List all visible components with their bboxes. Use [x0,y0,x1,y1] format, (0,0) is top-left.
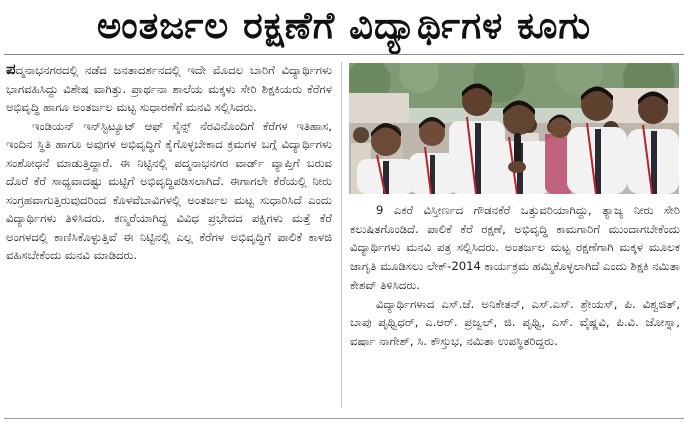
right-column [350,201,680,411]
news-photo [349,63,679,194]
left-paragraph-1-text: ದ್ಮನಾಭನಗರದಲ್ಲಿ ನಡೆದ ಜನತಾದರ್ಶನದಲ್ಲಿ ಇದೇ ಮೊದಲ ಬಾರಿಗೆ ವಿದ್ಯಾರ್ಥಿಗಳು ಭಾಗವಹಿಸಿದ್ದು ವಿಶೇಷ ವಾಗಿತ್ತು. ಪ್ರಾರ್ಥನಾ ಶಾಲೆಯ ಮಕ್ಕಳು ಸೇರಿ ಶಿಕ್ಷಕಿಯರು ಕೆರೆಗಳ ಅಭಿವೃದ್ಧಿ ಹಾಗೂ ಅಂತರ್ಜಲ ಮಟ್ಟ ಸುಧಾರಣೆಗೆ ಮನವಿ ಸಲ್ಲಿಸಿದರು. [6,63,332,115]
headline-rule [4,54,684,55]
headline: ಅಂತರ್ಜಲ ರಕ್ಷಣೆಗೆ ವಿದ್ಯಾರ್ಥಿಗಳ ಕೂಗು [96,4,592,47]
column-divider [341,62,342,408]
right-paragraph-1: 9 ಎಕರೆ ವಿಸ್ತೀರ್ಣದ ಗೌಡನಕೆರೆ ಒತ್ತುವರಿಯಾಗಿದ್ದು, ತ್ಯಾಜ್ಯ ನೀರು ಸೇರಿ ಕಲುಷಿತಗೊಂಡಿದೆ. ಪಾಲಿಕೆ ಕೆರೆ ರಕ್ಷಣೆ, ಅಭಿವೃದ್ಧಿ ಕಾಮಗಾರಿಗೆ ಮುಂದಾಗಬೇಕೆಂದು ವಿದ್ಯಾರ್ಥಿಗಳು ಮನವಿ ಪತ್ರ ಸಲ್ಲಿಸಿದರು. ಅಂತರ್ಜಲ ಮಟ್ಟ ರಕ್ಷಣೆಗಾಗಿ ಮಕ್ಕಳ ಮೂಲಕ ಜಾಗೃತಿ ಮೂಡಿಸಲು ಲೇಕ್-2014 ಕಾರ್ಯಕ್ರಮ ಹಮ್ಮಿಕೊಳ್ಳಲಾಗಿದೆ ಎಂದು ಶಿಕ್ಷಕಿ ನಮಿತಾ ಕೇಶವ್ ತಿಳಿಸಿದರು. [350,203,680,292]
left-paragraph-2: ಇಂಡಿಯನ್ ಇನ್‌ಸ್ಟಿಟ್ಯೂಟ್ ಆಫ್ ಸೈನ್ಸ್ ನೆರವಿನೊಂದಿಗೆ ಕೆರೆಗಳ ಇತಿಹಾಸ, ಇಂದಿನ ಸ್ಥಿತಿ ಹಾಗೂ ಅವುಗಳ ಅಭಿವೃದ್ಧಿಗೆ ಕೈಗೊಳ್ಳಬೇಕಾದ ಕ್ರಮಗಳ ಬಗ್ಗೆ ವಿದ್ಯಾರ್ಥಿಗಳು ಸಂಶೋಧನೆ ಮಾಡುತ್ತಿದ್ದಾರೆ. ಈ ನಿಟ್ಟಿನಲ್ಲಿ ಪದ್ಮನಾಭನಗರ ವಾರ್ಡ್ ವ್ಯಾಪ್ತಿಗೆ ಬರುವ ದೊರೆ ಕೆರೆ ಸಾಧ್ಯವಾದಷ್ಟು ಮಟ್ಟಿಗೆ ಅಭಿವೃದ್ಧಿಪಡಿಸಲಾಗಿದೆ. ಈಗಾಗಲೇ ಕೆರೆಯಲ್ಲಿ ನೀರು ಸಂಗ್ರಹವಾಗುತ್ತಿರುವುದರಿಂದ ಕೊಳವೆಬಾವಿಗಳಲ್ಲಿ ಅಂತರ್ಜಲ ಮಟ್ಟ ಸುಧಾರಿಸಿದೆ ಎಂದು ವಿದ್ಯಾರ್ಥಿಗಳು ತಿಳಿಸಿದರು. ಕಣ್ಮರೆಯಾಗಿದ್ದ ವಿವಿಧ ಪ್ರಭೇದದ ಪಕ್ಷಿಗಳು ಮತ್ತೆ ಕೆರೆ ಅಂಗಳದಲ್ಲಿ ಕಾಣಿಸಿಕೊಳ್ಳುತ್ತಿವೆ ಈ ನಿಟ್ಟಿನಲ್ಲಿ ಎಲ್ಲ ಕೆರೆಗಳ ಅಭಿವೃದ್ಧಿಗೆ ಪಾಲಿಕೆ ಕಾಳಜಿ ವಹಿಸಬೇಕೆಂದು ಮನವಿ ಮಾಡಿದರು. [6,118,332,263]
left-column [6,60,332,412]
right-paragraph-2: ವಿದ್ಯಾರ್ಥಿಗಳಾದ ಎಸ್.ಜೆ. ಅನಿಕೇತನ್, ಎಸ್.ಎಸ್. ಶ್ರೇಯಸ್, ಪಿ. ವಿಶ್ವಜಿತ್, ಬಾಪು ಪೃಥ್ವಿಧರ್, ಎ.ಆರ್. ಪ್ರಜ್ವಲ್, ಜಿ. ಪೃಥ್ವಿ, ಎಸ್. ವೈಷ್ಣವಿ, ಪಿ.ವಿ. ಜೋಸ್ನಾ, ವರ್ಷಾ ನಾಗೇಶ್, ಸಿ. ಕೌಸ್ತುಭ, ನಮಿತಾ ಉಪಸ್ಥಿತರಿದ್ದರು. [350,296,680,348]
drop-cap: ಪ [6,60,16,78]
left-paragraph-1 [6,60,332,117]
bottom-rule [4,418,684,419]
students-photo-illustration [349,63,679,194]
